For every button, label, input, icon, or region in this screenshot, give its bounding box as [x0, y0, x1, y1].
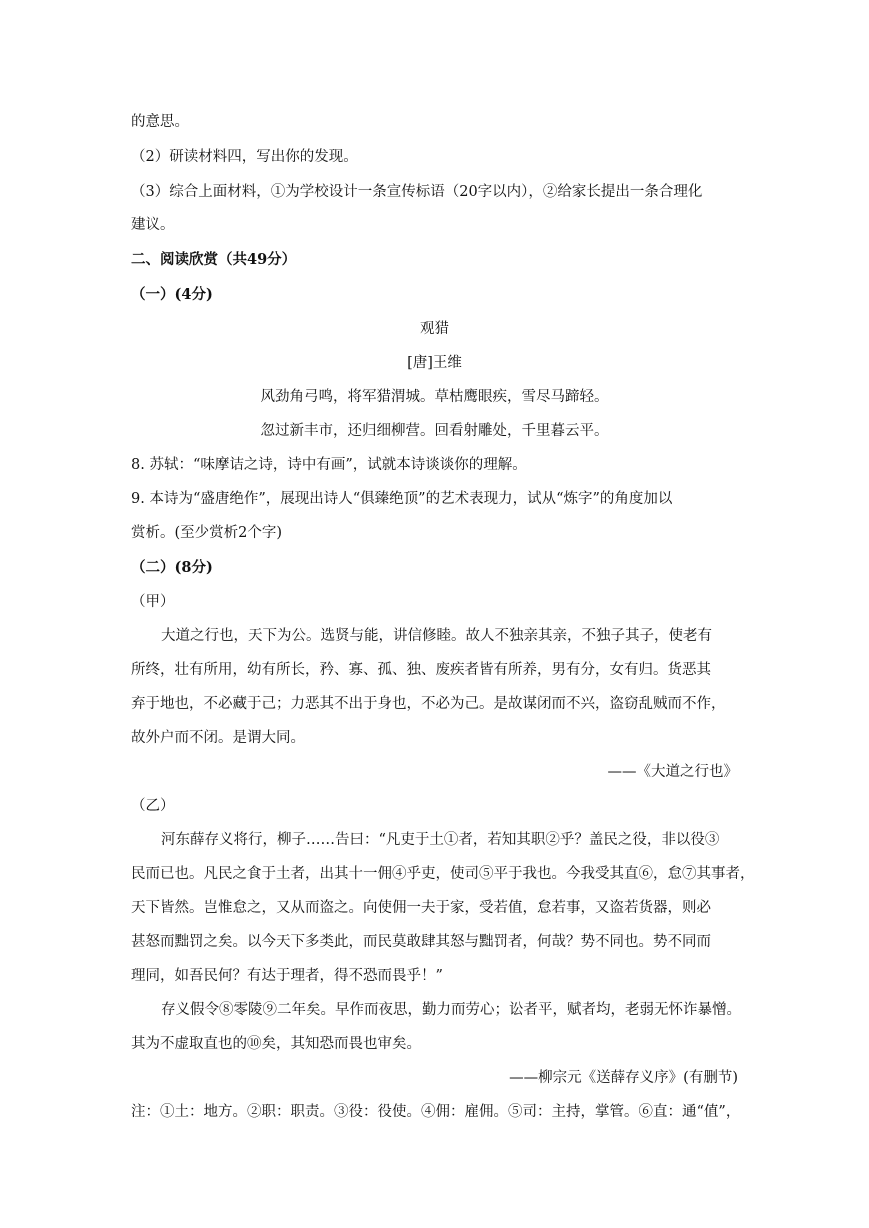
footnotes: 注：①土：地方。②职：职责。③役：役使。④佣：雇佣。⑤司：主持，掌管。⑥直：通“值”， [131, 1104, 741, 1120]
text-line: 的意思。 [131, 114, 189, 130]
passage-line: 大道之行也，天下为公。选贤与能，讲信修睦。故人不独亲其亲，不独子其子，使老有 [161, 628, 712, 644]
passage-line: 故外户而不闭。是谓大同。 [131, 730, 305, 746]
passage-line: 天下皆然。岂惟怠之，又从而盗之。向使佣一夫于家，受若值，怠若事，又盗若货器，则必 [131, 900, 711, 916]
passage-line: 其为不虚取直也的⑩矣，其知恐而畏也审矣。 [131, 1036, 421, 1052]
text-line: 建议。 [131, 217, 175, 233]
question-2: （2）研读材料四，写出你的发现。 [131, 149, 358, 165]
poem-author: [唐]王维 [407, 355, 462, 371]
passage-line: 民而已也。凡民之食于土者，出其十一佣④乎吏，使司⑤平于我也。今我受其直⑥，怠⑦其事者， [131, 866, 755, 882]
poem-title: 观猎 [420, 321, 449, 337]
question-8: 8. 苏轼：“味摩诘之诗，诗中有画”，试就本诗谈谈你的理解。 [131, 457, 527, 473]
passage-label: （乙） [131, 798, 175, 814]
part-heading: （一）(4分) [131, 286, 213, 303]
section-heading: 二、阅读欣赏（共49分） [131, 251, 297, 268]
poem-line: 风劲角弓鸣，将军猎渭城。草枯鹰眼疾，雪尽马蹄轻。 [260, 389, 609, 405]
passage-line: 理同，如吾民何？有达于理者，得不恐而畏乎！” [131, 968, 443, 984]
passage-source: ——柳宗元《送薛存义序》(有删节) [509, 1070, 738, 1086]
question-9-cont: 赏析。(至少赏析2个字) [131, 525, 283, 541]
passage-label: （甲） [131, 594, 175, 610]
passage-source: ——《大道之行也》 [607, 764, 738, 780]
question-9: 9. 本诗为“盛唐绝作”，展现出诗人“俱臻绝顶”的艺术表现力，试从“炼字”的角度加以 [131, 491, 673, 507]
poem-line: 忽过新丰市，还归细柳营。回看射雕处，千里暮云平。 [260, 423, 609, 439]
question-3: （3）综合上面材料，①为学校设计一条宣传标语（20字以内），②给家长提出一条合理化 [131, 184, 703, 200]
part-heading: （二）(8分) [131, 559, 213, 576]
passage-line: 存义假令⑧零陵⑨二年矣。早作而夜思，勤力而劳心；讼者平，赋者均，老弱无怀诈暴憎。 [161, 1002, 741, 1018]
passage-line: 甚怒而黜罚之矣。以今天下多类此，而民莫敢肆其怒与黜罚者，何哉？势不同也。势不同而 [131, 934, 711, 950]
passage-line: 弃于地也，不必藏于己；力恶其不出于身也，不必为己。是故谋闭而不兴，盗窃乱贼而不作， [131, 696, 726, 712]
passage-line: 所终，壮有所用，幼有所长，矜、寡、孤、独、废疾者皆有所养，男有分，女有归。货恶其 [131, 662, 711, 678]
passage-line: 河东薛存义将行，柳子……告曰：“凡吏于土①者，若知其职②乎？盖民之役，非以役③ [161, 832, 720, 848]
